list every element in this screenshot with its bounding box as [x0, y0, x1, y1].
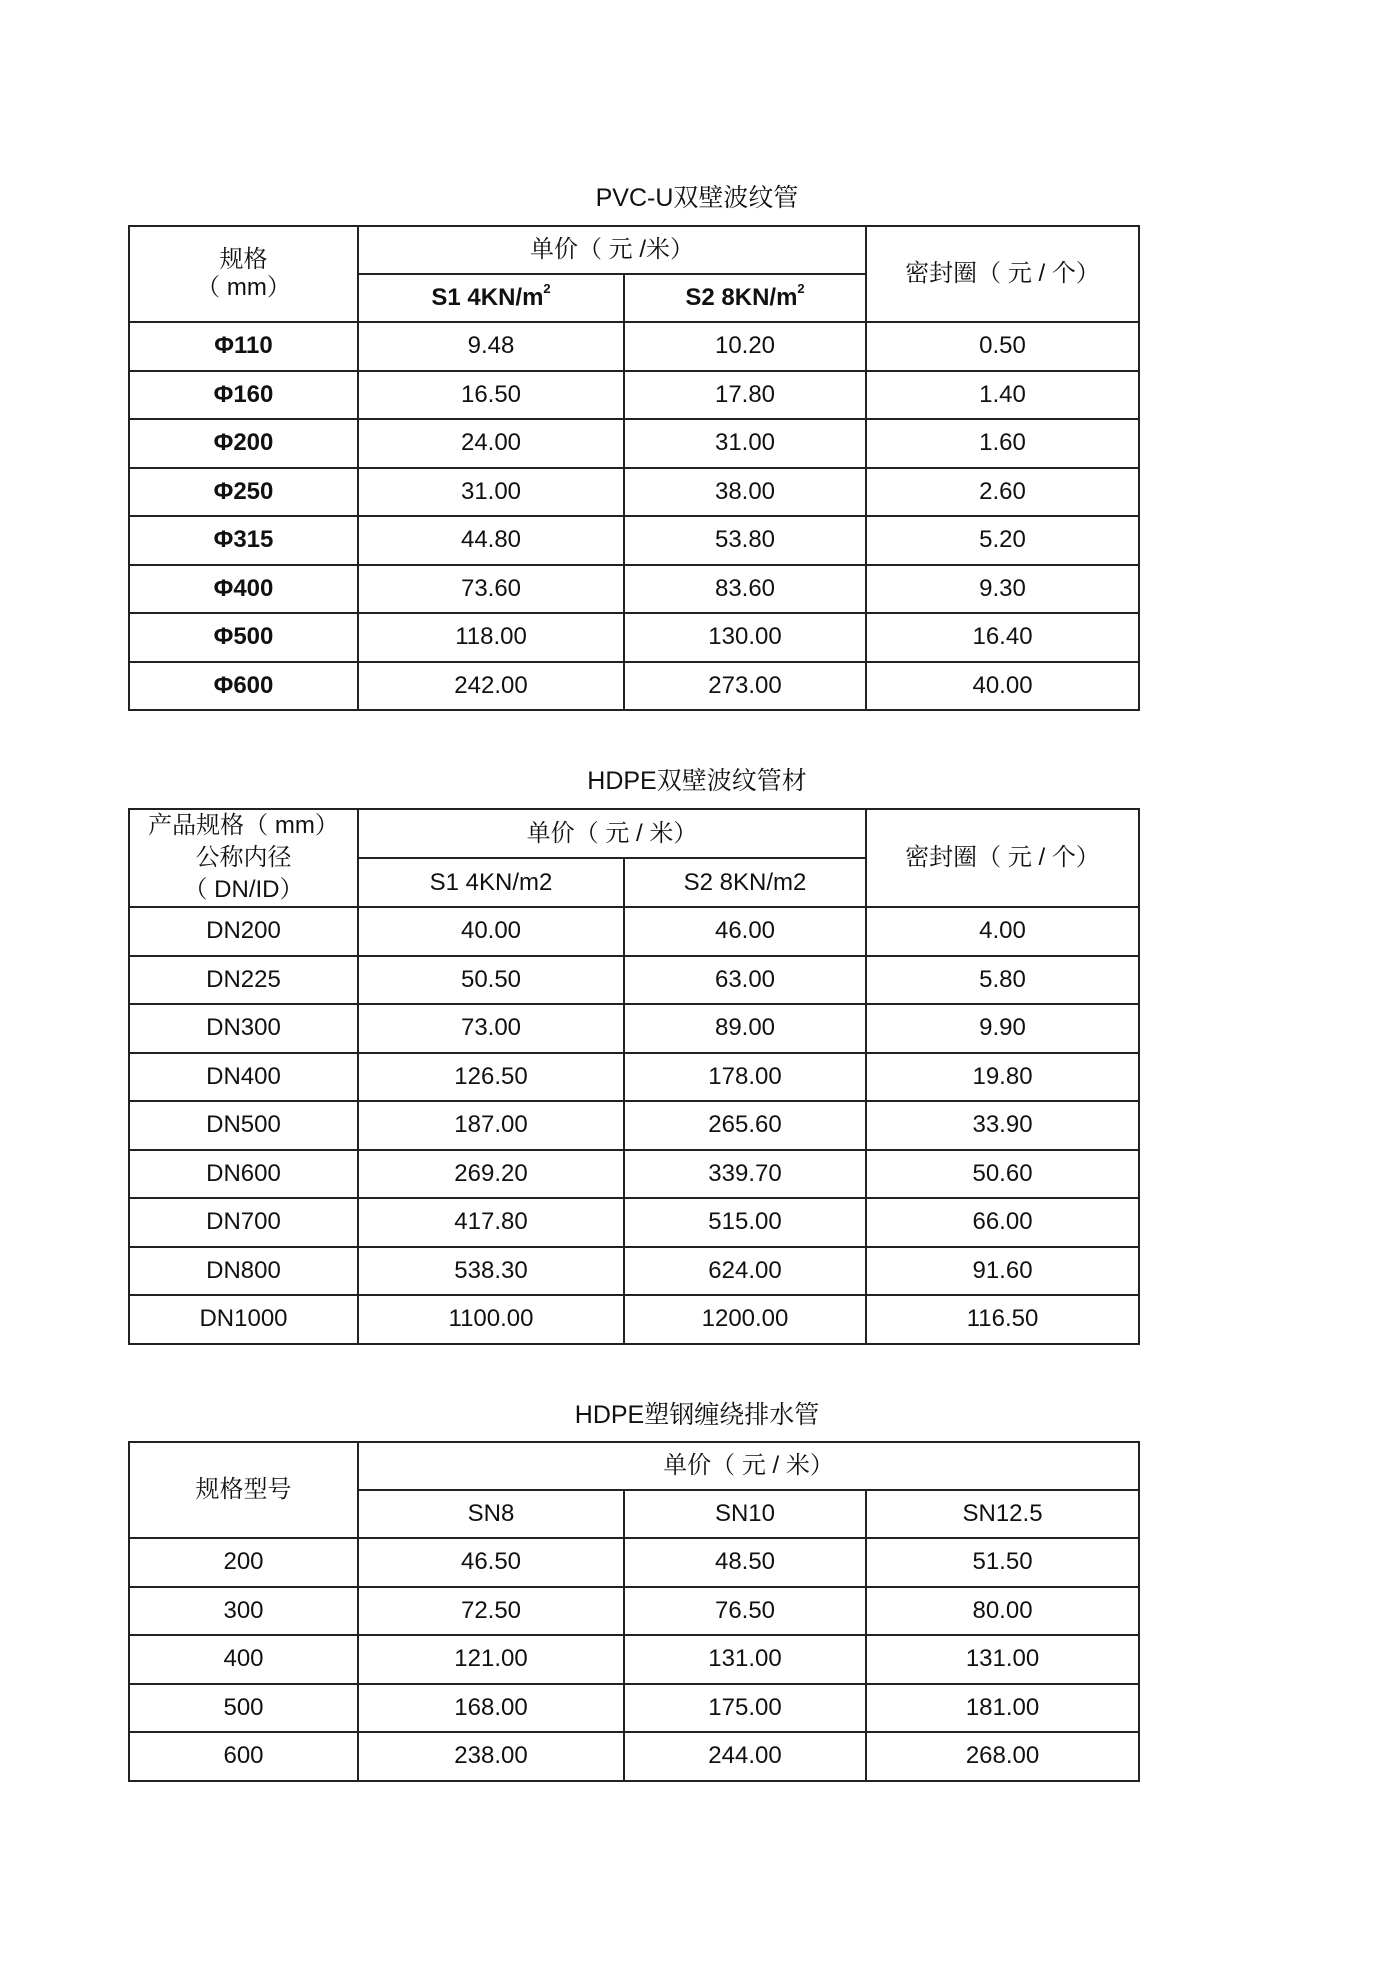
spec-header-line2: 公称内径 — [195, 844, 292, 871]
s2-cell: 53.80 — [624, 516, 866, 565]
sn10-header: SN10 — [624, 1490, 866, 1538]
spec-cell: DN600 — [129, 1150, 358, 1199]
s2-cell: 1200.00 — [624, 1295, 866, 1344]
spec-cell: 300 — [129, 1587, 358, 1636]
s2-header — [624, 274, 866, 322]
s2-cell: 31.00 — [624, 419, 866, 468]
spec-cell: Φ315 — [129, 516, 358, 565]
table-row — [129, 907, 1139, 956]
s2-header-sup: 2 — [797, 281, 805, 296]
s2-cell: 178.00 — [624, 1053, 866, 1102]
s2-cell: 17.80 — [624, 371, 866, 420]
s1-cell: 417.80 — [358, 1198, 624, 1247]
table-row — [129, 1538, 1139, 1587]
s1-cell: 31.00 — [358, 468, 624, 517]
s1-cell: 16.50 — [358, 371, 624, 420]
table-row — [129, 1684, 1139, 1733]
spec-header-line1: 产品规格（ mm） — [148, 812, 339, 839]
spec-cell: DN200 — [129, 907, 358, 956]
spec-cell: DN1000 — [129, 1295, 358, 1344]
seal-header: 密封圈（ 元 / 个） — [866, 809, 1139, 907]
seal-cell: 2.60 — [866, 468, 1139, 517]
s1-cell: 126.50 — [358, 1053, 624, 1102]
sn10-cell: 244.00 — [624, 1732, 866, 1781]
spec-cell: DN500 — [129, 1101, 358, 1150]
seal-cell: 66.00 — [866, 1198, 1139, 1247]
table-row — [129, 1053, 1139, 1102]
s2-cell: 63.00 — [624, 956, 866, 1005]
unit-price-header: 单价（ 元 / 米） — [358, 1442, 1139, 1490]
sn10-cell: 76.50 — [624, 1587, 866, 1636]
s1-cell: 242.00 — [358, 662, 624, 711]
spec-cell: Φ110 — [129, 322, 358, 371]
s1-cell: 187.00 — [358, 1101, 624, 1150]
pvc-rows — [129, 322, 1139, 710]
s2-cell: 83.60 — [624, 565, 866, 614]
sn125-cell: 268.00 — [866, 1732, 1139, 1781]
spec-cell: DN400 — [129, 1053, 358, 1102]
s2-cell: 46.00 — [624, 907, 866, 956]
sn125-cell: 181.00 — [866, 1684, 1139, 1733]
s1-cell: 50.50 — [358, 956, 624, 1005]
spec-header: 规格型号 — [129, 1442, 358, 1538]
s1-cell: 1100.00 — [358, 1295, 624, 1344]
s2-header: S2 8KN/m2 — [624, 858, 866, 907]
table-row — [129, 468, 1139, 517]
spec-cell: DN700 — [129, 1198, 358, 1247]
table-row — [129, 1004, 1139, 1053]
spec-cell: Φ200 — [129, 419, 358, 468]
seal-cell: 19.80 — [866, 1053, 1139, 1102]
spec-header-line2: （ mm） — [196, 274, 291, 301]
sn10-cell: 131.00 — [624, 1635, 866, 1684]
table-row — [129, 1635, 1139, 1684]
table-row — [129, 419, 1139, 468]
s1-cell: 118.00 — [358, 613, 624, 662]
s1-cell: 44.80 — [358, 516, 624, 565]
spec-cell: 400 — [129, 1635, 358, 1684]
s2-cell: 265.60 — [624, 1101, 866, 1150]
hdpe-table-title: HDPE双壁波纹管材 — [587, 767, 807, 795]
spec-cell: DN800 — [129, 1247, 358, 1296]
s2-cell: 339.70 — [624, 1150, 866, 1199]
hdpe-price-table — [128, 808, 1140, 1345]
unit-price-header: 单价（ 元 / 米） — [358, 809, 866, 858]
sn8-cell: 168.00 — [358, 1684, 624, 1733]
table-row — [129, 1587, 1139, 1636]
seal-cell: 9.90 — [866, 1004, 1139, 1053]
spec-cell: DN300 — [129, 1004, 358, 1053]
spec-cell: Φ500 — [129, 613, 358, 662]
seal-cell: 1.60 — [866, 419, 1139, 468]
unit-price-header: 单价（ 元 /米） — [358, 226, 866, 274]
table-row — [129, 956, 1139, 1005]
steel-table-title: HDPE塑钢缠绕排水管 — [574, 1401, 820, 1429]
table-row — [129, 1732, 1139, 1781]
s1-header: S1 4KN/m2 — [358, 858, 624, 907]
table-row — [129, 565, 1139, 614]
spec-cell: Φ160 — [129, 371, 358, 420]
seal-cell: 16.40 — [866, 613, 1139, 662]
sn125-cell: 80.00 — [866, 1587, 1139, 1636]
spec-cell: DN225 — [129, 956, 358, 1005]
seal-cell: 0.50 — [866, 322, 1139, 371]
table-row — [129, 1295, 1139, 1344]
table-row — [129, 1198, 1139, 1247]
seal-cell: 5.80 — [866, 956, 1139, 1005]
steel-price-table — [128, 1441, 1140, 1782]
spec-cell: 600 — [129, 1732, 358, 1781]
s2-cell: 38.00 — [624, 468, 866, 517]
spec-header — [129, 809, 358, 907]
sn8-header: SN8 — [358, 1490, 624, 1538]
table-row — [129, 322, 1139, 371]
sn8-cell: 121.00 — [358, 1635, 624, 1684]
s2-cell: 515.00 — [624, 1198, 866, 1247]
table-row — [129, 662, 1139, 711]
seal-cell: 116.50 — [866, 1295, 1139, 1344]
spec-header-line3: （ DN/ID） — [183, 876, 304, 903]
spec-header — [129, 226, 358, 322]
table-row — [129, 1101, 1139, 1150]
s2-cell: 624.00 — [624, 1247, 866, 1296]
s1-header-sup: 2 — [543, 281, 551, 296]
seal-cell: 1.40 — [866, 371, 1139, 420]
s2-header-text: S2 8KN/m — [685, 284, 798, 311]
seal-cell: 4.00 — [866, 907, 1139, 956]
s1-header — [358, 274, 624, 322]
table-row — [129, 1247, 1139, 1296]
seal-cell: 9.30 — [866, 565, 1139, 614]
sn125-cell: 51.50 — [866, 1538, 1139, 1587]
hdpe-rows — [129, 907, 1139, 1344]
sn125-header: SN12.5 — [866, 1490, 1139, 1538]
spec-cell: 200 — [129, 1538, 358, 1587]
s1-cell: 73.00 — [358, 1004, 624, 1053]
sn8-cell: 238.00 — [358, 1732, 624, 1781]
spec-cell: Φ600 — [129, 662, 358, 711]
s1-cell: 538.30 — [358, 1247, 624, 1296]
sn8-cell: 72.50 — [358, 1587, 624, 1636]
sn125-cell: 131.00 — [866, 1635, 1139, 1684]
seal-cell: 33.90 — [866, 1101, 1139, 1150]
seal-header: 密封圈（ 元 / 个） — [866, 226, 1139, 322]
s1-cell: 24.00 — [358, 419, 624, 468]
s1-cell: 9.48 — [358, 322, 624, 371]
spec-cell: Φ250 — [129, 468, 358, 517]
seal-cell: 40.00 — [866, 662, 1139, 711]
spec-cell: 500 — [129, 1684, 358, 1733]
steel-rows — [129, 1538, 1139, 1781]
pvc-price-table — [128, 225, 1140, 711]
table-row — [129, 613, 1139, 662]
s2-cell: 130.00 — [624, 613, 866, 662]
seal-cell: 50.60 — [866, 1150, 1139, 1199]
s2-cell: 10.20 — [624, 322, 866, 371]
s2-cell: 273.00 — [624, 662, 866, 711]
sn10-cell: 48.50 — [624, 1538, 866, 1587]
table-row — [129, 1150, 1139, 1199]
s1-header-text: S1 4KN/m — [431, 284, 544, 311]
sn10-cell: 175.00 — [624, 1684, 866, 1733]
s1-cell: 40.00 — [358, 907, 624, 956]
spec-header-line1: 规格 — [219, 246, 268, 273]
s2-cell: 89.00 — [624, 1004, 866, 1053]
s1-cell: 73.60 — [358, 565, 624, 614]
table-row — [129, 516, 1139, 565]
sn8-cell: 46.50 — [358, 1538, 624, 1587]
pvc-table-title: PVC-U双壁波纹管 — [595, 184, 799, 212]
spec-cell: Φ400 — [129, 565, 358, 614]
table-row — [129, 371, 1139, 420]
s1-cell: 269.20 — [358, 1150, 624, 1199]
seal-cell: 5.20 — [866, 516, 1139, 565]
seal-cell: 91.60 — [866, 1247, 1139, 1296]
